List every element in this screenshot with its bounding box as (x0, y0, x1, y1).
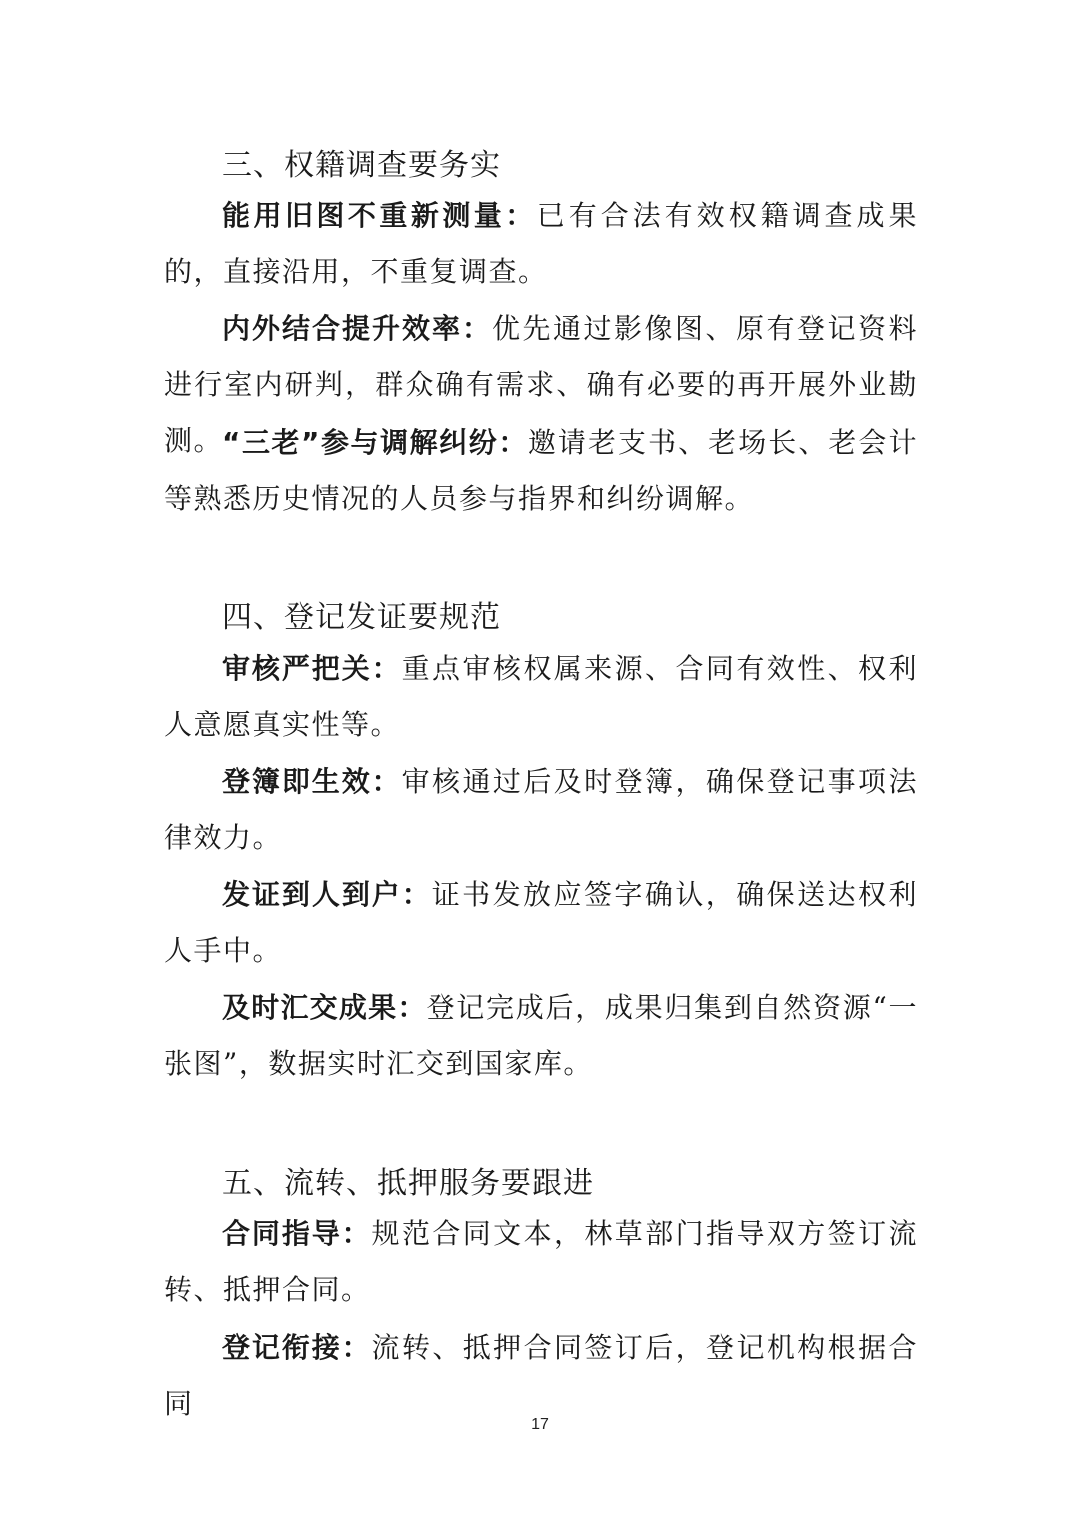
page-number: 17 (531, 1416, 549, 1433)
paragraph-lead: 登簿即生效： (222, 765, 402, 798)
paragraph-three-elders (164, 415, 918, 527)
paragraph-text: 优先通过影像图、原有登记资料进行室内研判，群众确有需求、确有必要的再开展外业勘测。 (164, 312, 918, 457)
paragraph-text: 流转、抵押合同签订后，登记机构根据合同 (164, 1331, 918, 1420)
paragraph-lead: 及时汇交成果： (222, 991, 427, 1024)
section-heading-3: 三、权籍调查要务实 (222, 148, 501, 183)
paragraph-submit-results (164, 980, 918, 1092)
paragraph-lead: 内外结合提升效率： (222, 312, 492, 345)
paragraph-certificate-delivery (164, 867, 918, 979)
paragraph-registration-effective (164, 754, 918, 866)
paragraph-text: 邀请老支书、老场长、老会计等熟悉历史情况的人员参与指界和纠纷调解。 (164, 426, 918, 515)
paragraph-text: 审核通过后及时登簿，确保登记事项法律效力。 (164, 765, 918, 854)
paragraph-text: 已有合法有效权籍调查成果的，直接沿用，不重复调查。 (164, 199, 918, 288)
paragraph-text: 登记完成后，成果归集到自然资源“一张图”，数据实时汇交到国家库。 (164, 991, 918, 1080)
paragraph-lead: 登记衔接： (222, 1331, 372, 1364)
paragraph-text: 规范合同文本，林草部门指导双方签订流转、抵押合同。 (164, 1217, 918, 1306)
paragraph-text: 重点审核权属来源、合同有效性、权利人意愿真实性等。 (164, 652, 918, 741)
paragraph-lead: 审核严把关： (222, 652, 402, 685)
paragraph-text: 证书发放应签字确认，确保送达权利人手中。 (164, 878, 918, 967)
paragraph-contract-guidance (164, 1206, 918, 1318)
paragraph-strict-review (164, 641, 918, 753)
section-heading-5: 五、流转、抵押服务要跟进 (222, 1166, 594, 1201)
paragraph-lead: 发证到人到户： (222, 878, 432, 911)
paragraph-lead: 能用旧图不重新测量： (222, 199, 537, 232)
paragraph-lead: 合同指导： (222, 1217, 372, 1250)
section-heading-4: 四、登记发证要规范 (222, 600, 501, 635)
paragraph-reuse-old-maps (164, 188, 918, 300)
paragraph-lead: “三老”参与调解纠纷： (222, 426, 528, 459)
